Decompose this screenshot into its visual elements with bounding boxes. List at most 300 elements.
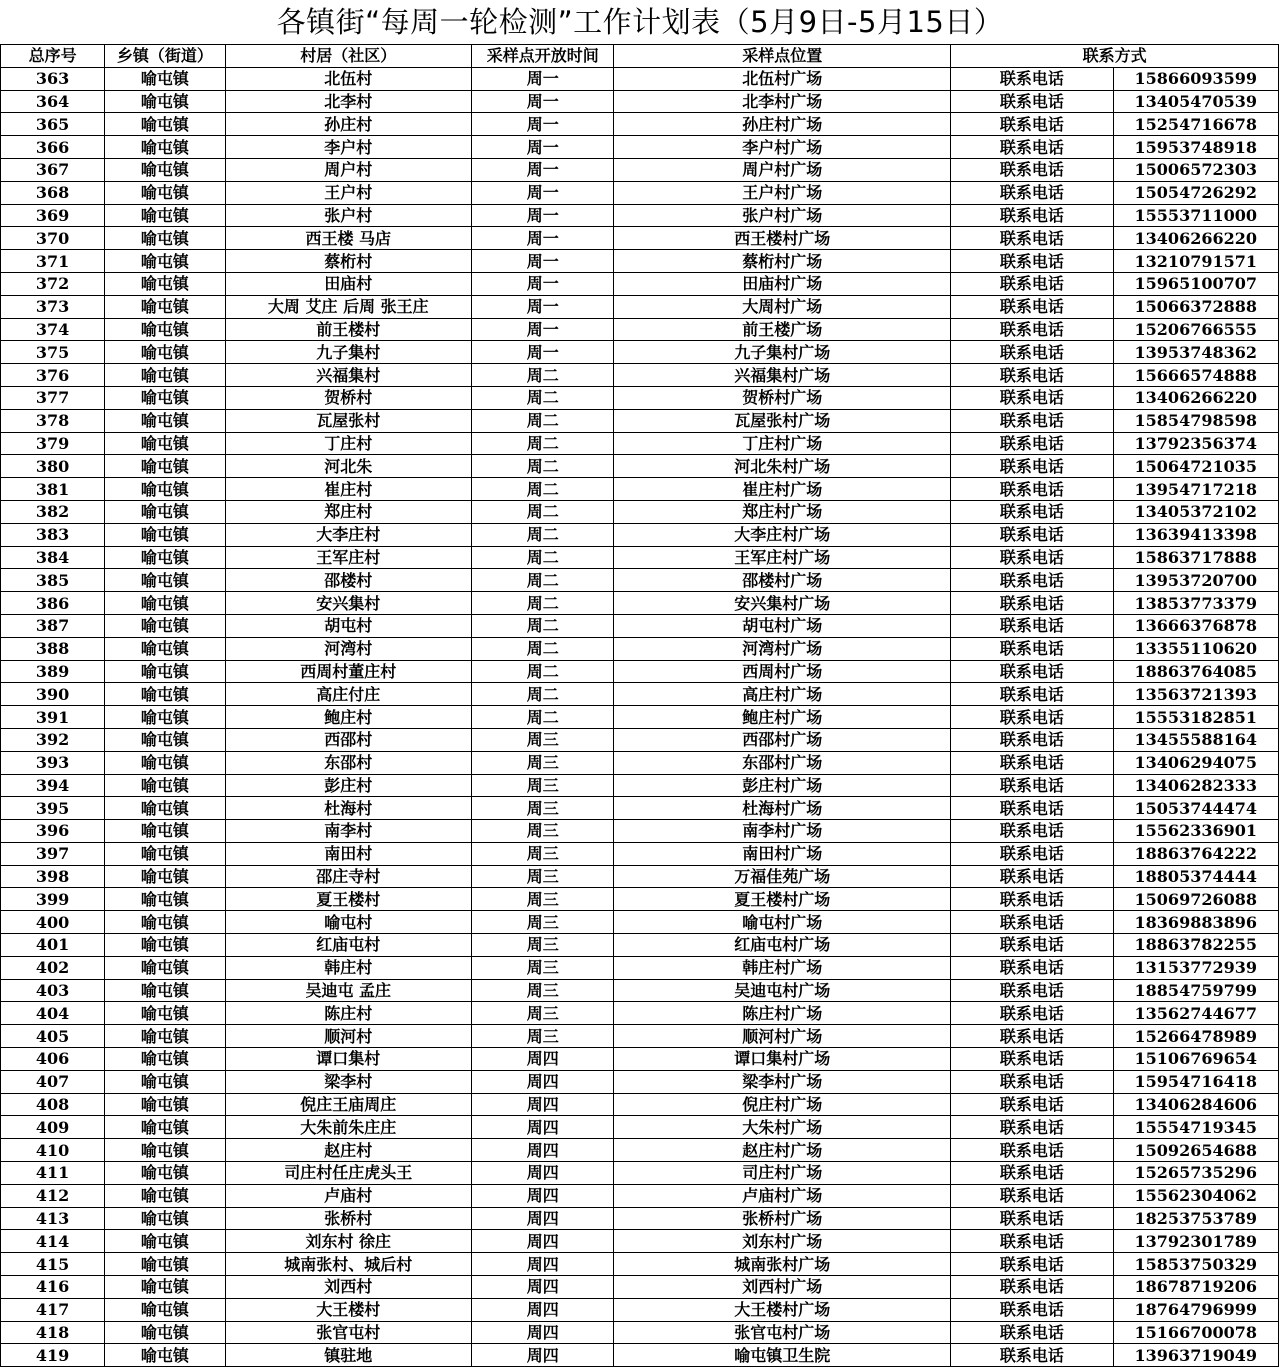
location-cell: 韩庄村广场 bbox=[614, 956, 951, 979]
serial-cell: 399 bbox=[1, 888, 105, 911]
location-cell: 鲍庄村广场 bbox=[614, 706, 951, 729]
village-cell: 张桥村 bbox=[225, 1207, 472, 1230]
open-time-cell: 周一 bbox=[472, 113, 614, 136]
location-cell: 河北朱村广场 bbox=[614, 455, 951, 478]
town-cell: 喻屯镇 bbox=[105, 774, 225, 797]
village-cell: 杜海村 bbox=[225, 797, 472, 820]
serial-cell: 383 bbox=[1, 523, 105, 546]
village-cell: 西邵村 bbox=[225, 728, 472, 751]
phone-cell: 13954717218 bbox=[1113, 478, 1278, 501]
open-time-cell: 周二 bbox=[472, 364, 614, 387]
table-row bbox=[1, 295, 1279, 318]
serial-cell: 408 bbox=[1, 1093, 105, 1116]
open-time-cell: 周二 bbox=[472, 637, 614, 660]
location-cell: 万福佳苑广场 bbox=[614, 865, 951, 888]
village-cell: 司庄村任庄虎头王 bbox=[225, 1162, 472, 1185]
town-cell: 喻屯镇 bbox=[105, 728, 225, 751]
village-cell: 倪庄王庙周庄 bbox=[225, 1093, 472, 1116]
phone-cell: 13953720700 bbox=[1113, 569, 1278, 592]
town-cell: 喻屯镇 bbox=[105, 1207, 225, 1230]
open-time-cell: 周三 bbox=[472, 774, 614, 797]
town-cell: 喻屯镇 bbox=[105, 751, 225, 774]
town-cell: 喻屯镇 bbox=[105, 295, 225, 318]
location-cell: 东邵村广场 bbox=[614, 751, 951, 774]
phone-cell: 13666376878 bbox=[1113, 614, 1278, 637]
serial-cell: 412 bbox=[1, 1184, 105, 1207]
village-cell: 大朱前朱庄庄 bbox=[225, 1116, 472, 1139]
phone-cell: 15006572303 bbox=[1113, 158, 1278, 181]
phone-cell: 13953748362 bbox=[1113, 341, 1278, 364]
phone-cell: 13963719049 bbox=[1113, 1344, 1278, 1367]
village-cell: 吴迪屯 孟庄 bbox=[225, 979, 472, 1002]
village-cell: 邵楼村 bbox=[225, 569, 472, 592]
open-time-cell: 周二 bbox=[472, 478, 614, 501]
open-time-cell: 周一 bbox=[472, 341, 614, 364]
table-row bbox=[1, 774, 1279, 797]
table-body bbox=[1, 67, 1279, 1366]
location-cell: 梁李村广场 bbox=[614, 1070, 951, 1093]
open-time-cell: 周一 bbox=[472, 181, 614, 204]
table-row bbox=[1, 683, 1279, 706]
town-cell: 喻屯镇 bbox=[105, 637, 225, 660]
open-time-cell: 周二 bbox=[472, 660, 614, 683]
town-cell: 喻屯镇 bbox=[105, 523, 225, 546]
contact-label-cell: 联系电话 bbox=[951, 1093, 1113, 1116]
contact-label-cell: 联系电话 bbox=[951, 1276, 1113, 1299]
table-row bbox=[1, 500, 1279, 523]
open-time-cell: 周三 bbox=[472, 797, 614, 820]
serial-cell: 372 bbox=[1, 272, 105, 295]
contact-label-cell: 联系电话 bbox=[951, 181, 1113, 204]
town-cell: 喻屯镇 bbox=[105, 706, 225, 729]
location-cell: 丁庄村广场 bbox=[614, 432, 951, 455]
town-cell: 喻屯镇 bbox=[105, 546, 225, 569]
serial-cell: 403 bbox=[1, 979, 105, 1002]
phone-cell: 13853773379 bbox=[1113, 592, 1278, 615]
serial-cell: 381 bbox=[1, 478, 105, 501]
serial-cell: 388 bbox=[1, 637, 105, 660]
serial-cell: 409 bbox=[1, 1116, 105, 1139]
village-cell: 彭庄村 bbox=[225, 774, 472, 797]
location-cell: 刘东村广场 bbox=[614, 1230, 951, 1253]
village-cell: 大周 艾庄 后周 张王庄 bbox=[225, 295, 472, 318]
town-cell: 喻屯镇 bbox=[105, 113, 225, 136]
serial-cell: 395 bbox=[1, 797, 105, 820]
serial-cell: 397 bbox=[1, 842, 105, 865]
town-cell: 喻屯镇 bbox=[105, 888, 225, 911]
location-cell: 北李村广场 bbox=[614, 90, 951, 113]
contact-label-cell: 联系电话 bbox=[951, 842, 1113, 865]
phone-cell: 15554719345 bbox=[1113, 1116, 1278, 1139]
serial-cell: 370 bbox=[1, 227, 105, 250]
serial-cell: 373 bbox=[1, 295, 105, 318]
location-cell: 李户村广场 bbox=[614, 136, 951, 159]
town-cell: 喻屯镇 bbox=[105, 842, 225, 865]
location-cell: 喻屯镇卫生院 bbox=[614, 1344, 951, 1367]
village-cell: 前王楼村 bbox=[225, 318, 472, 341]
open-time-cell: 周四 bbox=[472, 1253, 614, 1276]
contact-label-cell: 联系电话 bbox=[951, 1253, 1113, 1276]
contact-label-cell: 联系电话 bbox=[951, 820, 1113, 843]
phone-cell: 15954716418 bbox=[1113, 1070, 1278, 1093]
town-cell: 喻屯镇 bbox=[105, 204, 225, 227]
table-row bbox=[1, 272, 1279, 295]
open-time-cell: 周四 bbox=[472, 1139, 614, 1162]
village-cell: 刘东村 徐庄 bbox=[225, 1230, 472, 1253]
table-row bbox=[1, 67, 1279, 90]
contact-label-cell: 联系电话 bbox=[951, 364, 1113, 387]
table-row bbox=[1, 797, 1279, 820]
phone-cell: 15853750329 bbox=[1113, 1253, 1278, 1276]
village-cell: 郑庄村 bbox=[225, 500, 472, 523]
village-cell: 谭口集村 bbox=[225, 1048, 472, 1071]
table-row bbox=[1, 1048, 1279, 1071]
location-cell: 王户村广场 bbox=[614, 181, 951, 204]
location-cell: 倪庄村广场 bbox=[614, 1093, 951, 1116]
table-row bbox=[1, 432, 1279, 455]
open-time-cell: 周二 bbox=[472, 455, 614, 478]
header-town: 乡镇（街道） bbox=[105, 45, 225, 68]
village-cell: 河湾村 bbox=[225, 637, 472, 660]
open-time-cell: 周二 bbox=[472, 386, 614, 409]
town-cell: 喻屯镇 bbox=[105, 250, 225, 273]
open-time-cell: 周四 bbox=[472, 1230, 614, 1253]
open-time-cell: 周二 bbox=[472, 523, 614, 546]
serial-cell: 375 bbox=[1, 341, 105, 364]
open-time-cell: 周四 bbox=[472, 1070, 614, 1093]
open-time-cell: 周二 bbox=[472, 569, 614, 592]
open-time-cell: 周三 bbox=[472, 888, 614, 911]
serial-cell: 418 bbox=[1, 1321, 105, 1344]
table-row bbox=[1, 1230, 1279, 1253]
phone-cell: 15092654688 bbox=[1113, 1139, 1278, 1162]
open-time-cell: 周二 bbox=[472, 706, 614, 729]
table-row bbox=[1, 318, 1279, 341]
contact-label-cell: 联系电话 bbox=[951, 1184, 1113, 1207]
location-cell: 郑庄村广场 bbox=[614, 500, 951, 523]
town-cell: 喻屯镇 bbox=[105, 158, 225, 181]
phone-cell: 13153772939 bbox=[1113, 956, 1278, 979]
town-cell: 喻屯镇 bbox=[105, 272, 225, 295]
serial-cell: 377 bbox=[1, 386, 105, 409]
town-cell: 喻屯镇 bbox=[105, 1070, 225, 1093]
village-cell: 刘西村 bbox=[225, 1276, 472, 1299]
contact-label-cell: 联系电话 bbox=[951, 1230, 1113, 1253]
village-cell: 陈庄村 bbox=[225, 1002, 472, 1025]
phone-cell: 15206766555 bbox=[1113, 318, 1278, 341]
open-time-cell: 周四 bbox=[472, 1093, 614, 1116]
village-cell: 河北朱 bbox=[225, 455, 472, 478]
table-row bbox=[1, 660, 1279, 683]
serial-cell: 402 bbox=[1, 956, 105, 979]
table-row bbox=[1, 1162, 1279, 1185]
open-time-cell: 周二 bbox=[472, 546, 614, 569]
contact-label-cell: 联系电话 bbox=[951, 272, 1113, 295]
location-cell: 周户村广场 bbox=[614, 158, 951, 181]
town-cell: 喻屯镇 bbox=[105, 386, 225, 409]
phone-cell: 15266478989 bbox=[1113, 1025, 1278, 1048]
table-row bbox=[1, 90, 1279, 113]
serial-cell: 387 bbox=[1, 614, 105, 637]
town-cell: 喻屯镇 bbox=[105, 1344, 225, 1367]
table-row bbox=[1, 1093, 1279, 1116]
schedule-table bbox=[0, 44, 1279, 1367]
serial-cell: 379 bbox=[1, 432, 105, 455]
location-cell: 吴迪屯村广场 bbox=[614, 979, 951, 1002]
location-cell: 胡屯村广场 bbox=[614, 614, 951, 637]
phone-cell: 15265735296 bbox=[1113, 1162, 1278, 1185]
village-cell: 胡屯村 bbox=[225, 614, 472, 637]
serial-cell: 364 bbox=[1, 90, 105, 113]
village-cell: 镇驻地 bbox=[225, 1344, 472, 1367]
location-cell: 彭庄村广场 bbox=[614, 774, 951, 797]
phone-cell: 15854798598 bbox=[1113, 409, 1278, 432]
phone-cell: 15254716678 bbox=[1113, 113, 1278, 136]
town-cell: 喻屯镇 bbox=[105, 364, 225, 387]
location-cell: 大周村广场 bbox=[614, 295, 951, 318]
serial-cell: 398 bbox=[1, 865, 105, 888]
table-row bbox=[1, 979, 1279, 1002]
serial-cell: 371 bbox=[1, 250, 105, 273]
serial-cell: 404 bbox=[1, 1002, 105, 1025]
table-row bbox=[1, 751, 1279, 774]
village-cell: 南田村 bbox=[225, 842, 472, 865]
serial-cell: 386 bbox=[1, 592, 105, 615]
serial-cell: 380 bbox=[1, 455, 105, 478]
phone-cell: 15553182851 bbox=[1113, 706, 1278, 729]
village-cell: 赵庄村 bbox=[225, 1139, 472, 1162]
phone-cell: 18863782255 bbox=[1113, 934, 1278, 957]
village-cell: 喻屯村 bbox=[225, 911, 472, 934]
location-cell: 卢庙村广场 bbox=[614, 1184, 951, 1207]
table-row bbox=[1, 455, 1279, 478]
phone-cell: 15863717888 bbox=[1113, 546, 1278, 569]
location-cell: 大李庄村广场 bbox=[614, 523, 951, 546]
town-cell: 喻屯镇 bbox=[105, 1321, 225, 1344]
phone-cell: 15562336901 bbox=[1113, 820, 1278, 843]
table-row bbox=[1, 1253, 1279, 1276]
village-cell: 兴福集村 bbox=[225, 364, 472, 387]
serial-cell: 378 bbox=[1, 409, 105, 432]
serial-cell: 384 bbox=[1, 546, 105, 569]
village-cell: 田庙村 bbox=[225, 272, 472, 295]
location-cell: 九子集村广场 bbox=[614, 341, 951, 364]
table-row bbox=[1, 181, 1279, 204]
open-time-cell: 周四 bbox=[472, 1048, 614, 1071]
table-row bbox=[1, 1276, 1279, 1299]
phone-cell: 13210791571 bbox=[1113, 250, 1278, 273]
town-cell: 喻屯镇 bbox=[105, 1025, 225, 1048]
open-time-cell: 周三 bbox=[472, 1025, 614, 1048]
contact-label-cell: 联系电话 bbox=[951, 250, 1113, 273]
table-row bbox=[1, 1184, 1279, 1207]
table-row bbox=[1, 614, 1279, 637]
town-cell: 喻屯镇 bbox=[105, 318, 225, 341]
village-cell: 九子集村 bbox=[225, 341, 472, 364]
town-cell: 喻屯镇 bbox=[105, 911, 225, 934]
location-cell: 崔庄村广场 bbox=[614, 478, 951, 501]
phone-cell: 18863764085 bbox=[1113, 660, 1278, 683]
phone-cell: 13405470539 bbox=[1113, 90, 1278, 113]
serial-cell: 376 bbox=[1, 364, 105, 387]
location-cell: 赵庄村广场 bbox=[614, 1139, 951, 1162]
village-cell: 鲍庄村 bbox=[225, 706, 472, 729]
village-cell: 瓦屋张村 bbox=[225, 409, 472, 432]
village-cell: 城南张村、城后村 bbox=[225, 1253, 472, 1276]
town-cell: 喻屯镇 bbox=[105, 478, 225, 501]
contact-label-cell: 联系电话 bbox=[951, 158, 1113, 181]
open-time-cell: 周一 bbox=[472, 272, 614, 295]
phone-cell: 18764796999 bbox=[1113, 1298, 1278, 1321]
location-cell: 兴福集村广场 bbox=[614, 364, 951, 387]
table-row bbox=[1, 1002, 1279, 1025]
location-cell: 喻屯村广场 bbox=[614, 911, 951, 934]
contact-label-cell: 联系电话 bbox=[951, 1162, 1113, 1185]
table-row bbox=[1, 250, 1279, 273]
contact-label-cell: 联系电话 bbox=[951, 67, 1113, 90]
town-cell: 喻屯镇 bbox=[105, 1184, 225, 1207]
phone-cell: 15553711000 bbox=[1113, 204, 1278, 227]
table-row bbox=[1, 1207, 1279, 1230]
table-row bbox=[1, 888, 1279, 911]
table-row bbox=[1, 341, 1279, 364]
serial-cell: 366 bbox=[1, 136, 105, 159]
table-row bbox=[1, 1321, 1279, 1344]
table-row bbox=[1, 865, 1279, 888]
location-cell: 大朱村广场 bbox=[614, 1116, 951, 1139]
serial-cell: 385 bbox=[1, 569, 105, 592]
open-time-cell: 周一 bbox=[472, 227, 614, 250]
town-cell: 喻屯镇 bbox=[105, 1093, 225, 1116]
phone-cell: 15953748918 bbox=[1113, 136, 1278, 159]
phone-cell: 13455588164 bbox=[1113, 728, 1278, 751]
town-cell: 喻屯镇 bbox=[105, 1253, 225, 1276]
location-cell: 谭口集村广场 bbox=[614, 1048, 951, 1071]
phone-cell: 15866093599 bbox=[1113, 67, 1278, 90]
town-cell: 喻屯镇 bbox=[105, 820, 225, 843]
open-time-cell: 周三 bbox=[472, 1002, 614, 1025]
phone-cell: 15054726292 bbox=[1113, 181, 1278, 204]
serial-cell: 394 bbox=[1, 774, 105, 797]
contact-label-cell: 联系电话 bbox=[951, 318, 1113, 341]
contact-label-cell: 联系电话 bbox=[951, 865, 1113, 888]
village-cell: 梁李村 bbox=[225, 1070, 472, 1093]
phone-cell: 13406294075 bbox=[1113, 751, 1278, 774]
contact-label-cell: 联系电话 bbox=[951, 774, 1113, 797]
table-row bbox=[1, 1070, 1279, 1093]
town-cell: 喻屯镇 bbox=[105, 683, 225, 706]
village-cell: 东邵村 bbox=[225, 751, 472, 774]
table-row bbox=[1, 364, 1279, 387]
village-cell: 周户村 bbox=[225, 158, 472, 181]
village-cell: 张官屯村 bbox=[225, 1321, 472, 1344]
village-cell: 王军庄村 bbox=[225, 546, 472, 569]
table-row bbox=[1, 911, 1279, 934]
location-cell: 西王楼村广场 bbox=[614, 227, 951, 250]
location-cell: 南李村广场 bbox=[614, 820, 951, 843]
town-cell: 喻屯镇 bbox=[105, 660, 225, 683]
village-cell: 北李村 bbox=[225, 90, 472, 113]
location-cell: 贺桥村广场 bbox=[614, 386, 951, 409]
location-cell: 红庙屯村广场 bbox=[614, 934, 951, 957]
town-cell: 喻屯镇 bbox=[105, 1116, 225, 1139]
contact-label-cell: 联系电话 bbox=[951, 706, 1113, 729]
serial-cell: 369 bbox=[1, 204, 105, 227]
table-row bbox=[1, 1344, 1279, 1367]
town-cell: 喻屯镇 bbox=[105, 1276, 225, 1299]
contact-label-cell: 联系电话 bbox=[951, 592, 1113, 615]
contact-label-cell: 联系电话 bbox=[951, 751, 1113, 774]
town-cell: 喻屯镇 bbox=[105, 432, 225, 455]
open-time-cell: 周一 bbox=[472, 158, 614, 181]
table-row bbox=[1, 1116, 1279, 1139]
contact-label-cell: 联系电话 bbox=[951, 523, 1113, 546]
table-row bbox=[1, 478, 1279, 501]
village-cell: 韩庄村 bbox=[225, 956, 472, 979]
town-cell: 喻屯镇 bbox=[105, 1048, 225, 1071]
town-cell: 喻屯镇 bbox=[105, 956, 225, 979]
serial-cell: 419 bbox=[1, 1344, 105, 1367]
serial-cell: 396 bbox=[1, 820, 105, 843]
location-cell: 城南张村广场 bbox=[614, 1253, 951, 1276]
table-row bbox=[1, 1139, 1279, 1162]
location-cell: 邵楼村广场 bbox=[614, 569, 951, 592]
location-cell: 河湾村广场 bbox=[614, 637, 951, 660]
town-cell: 喻屯镇 bbox=[105, 341, 225, 364]
serial-cell: 407 bbox=[1, 1070, 105, 1093]
contact-label-cell: 联系电话 bbox=[951, 341, 1113, 364]
village-cell: 南李村 bbox=[225, 820, 472, 843]
location-cell: 前王楼广场 bbox=[614, 318, 951, 341]
town-cell: 喻屯镇 bbox=[105, 500, 225, 523]
contact-label-cell: 联系电话 bbox=[951, 1321, 1113, 1344]
town-cell: 喻屯镇 bbox=[105, 90, 225, 113]
phone-cell: 15666574888 bbox=[1113, 364, 1278, 387]
village-cell: 顺河村 bbox=[225, 1025, 472, 1048]
location-cell: 刘西村广场 bbox=[614, 1276, 951, 1299]
location-cell: 王军庄村广场 bbox=[614, 546, 951, 569]
header-open-time: 采样点开放时间 bbox=[472, 45, 614, 68]
location-cell: 高庄村广场 bbox=[614, 683, 951, 706]
contact-label-cell: 联系电话 bbox=[951, 136, 1113, 159]
header-row bbox=[1, 45, 1279, 68]
phone-cell: 13406284606 bbox=[1113, 1093, 1278, 1116]
contact-label-cell: 联系电话 bbox=[951, 1298, 1113, 1321]
table-row bbox=[1, 523, 1279, 546]
serial-cell: 392 bbox=[1, 728, 105, 751]
open-time-cell: 周一 bbox=[472, 318, 614, 341]
contact-label-cell: 联系电话 bbox=[951, 1002, 1113, 1025]
village-cell: 李户村 bbox=[225, 136, 472, 159]
open-time-cell: 周三 bbox=[472, 979, 614, 1002]
contact-label-cell: 联系电话 bbox=[951, 728, 1113, 751]
phone-cell: 15069726088 bbox=[1113, 888, 1278, 911]
contact-label-cell: 联系电话 bbox=[951, 888, 1113, 911]
open-time-cell: 周四 bbox=[472, 1162, 614, 1185]
town-cell: 喻屯镇 bbox=[105, 979, 225, 1002]
phone-cell: 15053744474 bbox=[1113, 797, 1278, 820]
serial-cell: 368 bbox=[1, 181, 105, 204]
phone-cell: 13406266220 bbox=[1113, 227, 1278, 250]
location-cell: 西周村广场 bbox=[614, 660, 951, 683]
village-cell: 贺桥村 bbox=[225, 386, 472, 409]
serial-cell: 410 bbox=[1, 1139, 105, 1162]
table-row bbox=[1, 204, 1279, 227]
contact-label-cell: 联系电话 bbox=[951, 478, 1113, 501]
village-cell: 孙庄村 bbox=[225, 113, 472, 136]
contact-label-cell: 联系电话 bbox=[951, 546, 1113, 569]
contact-label-cell: 联系电话 bbox=[951, 1048, 1113, 1071]
